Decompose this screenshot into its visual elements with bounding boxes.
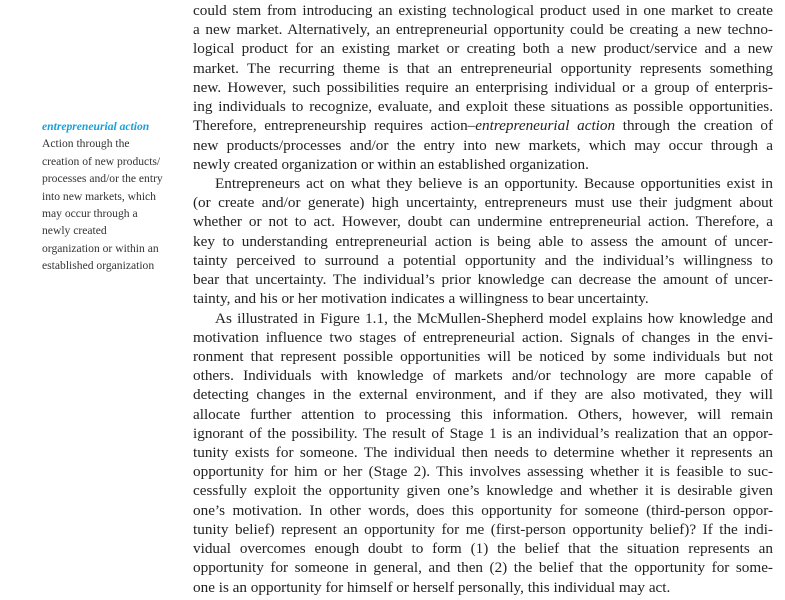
text-line: cessfully exploit the opportunity given one’s knowledge and whether it is desirable given bbox=[193, 482, 773, 500]
text-line: ing individuals to recognize, evaluate, and exploit these situations as possible opportunities. bbox=[193, 98, 773, 116]
text-line: detecting changes in the external environment, and if they are also motivated, they will bbox=[193, 386, 773, 404]
text-line: one’s motivation. In other words, does this opportunity for someone (third-person oppor- bbox=[193, 501, 773, 519]
text-line: logical product for an existing market or creating both a new product/service and a new bbox=[193, 40, 773, 58]
text-line: a new market. Alternatively, an entrepreneurial opportunity could be creating a new techno- bbox=[193, 21, 773, 39]
margin-definition-line: organization or within an bbox=[42, 241, 159, 255]
text-line: Entrepreneurs act on what they believe is an opportunity. Because opportunities exist in bbox=[215, 174, 773, 192]
margin-definition-line: may occur through a bbox=[42, 207, 138, 221]
text-line: (or create and/or generate) high uncertainty, entrepreneurs must use their judgment about bbox=[193, 194, 773, 212]
paragraph-1 bbox=[193, 1, 773, 174]
margin-term: entrepreneurial action bbox=[42, 120, 150, 133]
text-line: vidual overcomes enough doubt to form (1) the belief that the situation represents an bbox=[193, 540, 773, 558]
text-line: tunity belief) represent an opportunity for me (first-person opportunity belief)? If the indi- bbox=[193, 520, 773, 538]
text-line: opportunity for him or her (Stage 2). This involves assessing whether it is feasible to suc- bbox=[193, 463, 773, 481]
text-line: new. However, such possibilities require an enterprising individual or a group of enterpris- bbox=[193, 78, 773, 96]
text-line: key to understanding entrepreneurial action is being able to assess the amount of uncer- bbox=[193, 232, 773, 250]
text-segment: through the creation of bbox=[615, 117, 773, 135]
margin-definition-line: into new markets, which bbox=[42, 189, 156, 203]
margin-definition-line: newly created bbox=[42, 224, 107, 238]
text-line: could stem from introducing an existing technological product used in one market to create bbox=[193, 2, 773, 19]
text-line: whether or not to act. However, doubt can undermine entrepreneurial action. Therefore, a bbox=[193, 213, 773, 231]
body-text bbox=[193, 1, 773, 597]
text-line: tunity exists for someone. The individual then needs to determine whether it represents an bbox=[193, 444, 773, 462]
text-line: allocate further attention to processing this information. Others, however, will remain bbox=[193, 405, 773, 423]
margin-definition-line: creation of new products/ bbox=[42, 154, 161, 168]
text-line: newly created organization or within an established organization. bbox=[193, 155, 589, 173]
text-line: ignorant of the possibility. The result of Stage 1 is an individual’s realization that an oppor- bbox=[193, 424, 773, 442]
margin-definition-line: processes and/or the entry bbox=[42, 172, 163, 186]
text-line: opportunity for someone in general, and then (2) the belief that the opportunity for some- bbox=[193, 559, 773, 577]
text-line bbox=[193, 116, 773, 135]
key-term-italic: entrepreneurial action bbox=[475, 117, 616, 135]
text-line: new products/processes and/or the entry into new markets, which may occur through a bbox=[193, 136, 773, 154]
paragraph-2 bbox=[193, 174, 773, 309]
text-line: one is an opportunity for himself or herself personally, this individual may act. bbox=[193, 578, 671, 596]
text-line: motivation influence two stages of entrepreneurial action. Signals of changes in the envi- bbox=[193, 328, 773, 346]
text-line: tainty perceived to surround a potential opportunity and the individual’s willingness to bbox=[193, 251, 773, 269]
text-line: others. Individuals with knowledge of markets and/or technology are more capable of bbox=[193, 367, 773, 385]
text-segment: Therefore, entrepreneurship requires action– bbox=[193, 117, 476, 135]
text-line: market. The recurring theme is that an entrepreneurial opportunity represents something bbox=[193, 59, 773, 77]
margin-definition-line: established organization bbox=[42, 259, 155, 273]
margin-definition-line: Action through the bbox=[42, 137, 130, 151]
text-line: As illustrated in Figure 1.1, the McMullen-Shepherd model explains how knowledge and bbox=[215, 309, 773, 327]
text-line: ronment that represent possible opportunities will be noticed by some individuals but not bbox=[193, 347, 773, 365]
margin-note bbox=[42, 118, 182, 275]
text-line: bear that uncertainty. The individual’s prior knowledge can decrease the amount of uncer- bbox=[193, 271, 773, 289]
paragraph-3 bbox=[193, 309, 773, 597]
text-line: tainty, and his or her motivation indicates a willingness to bear uncertainty. bbox=[193, 290, 649, 308]
